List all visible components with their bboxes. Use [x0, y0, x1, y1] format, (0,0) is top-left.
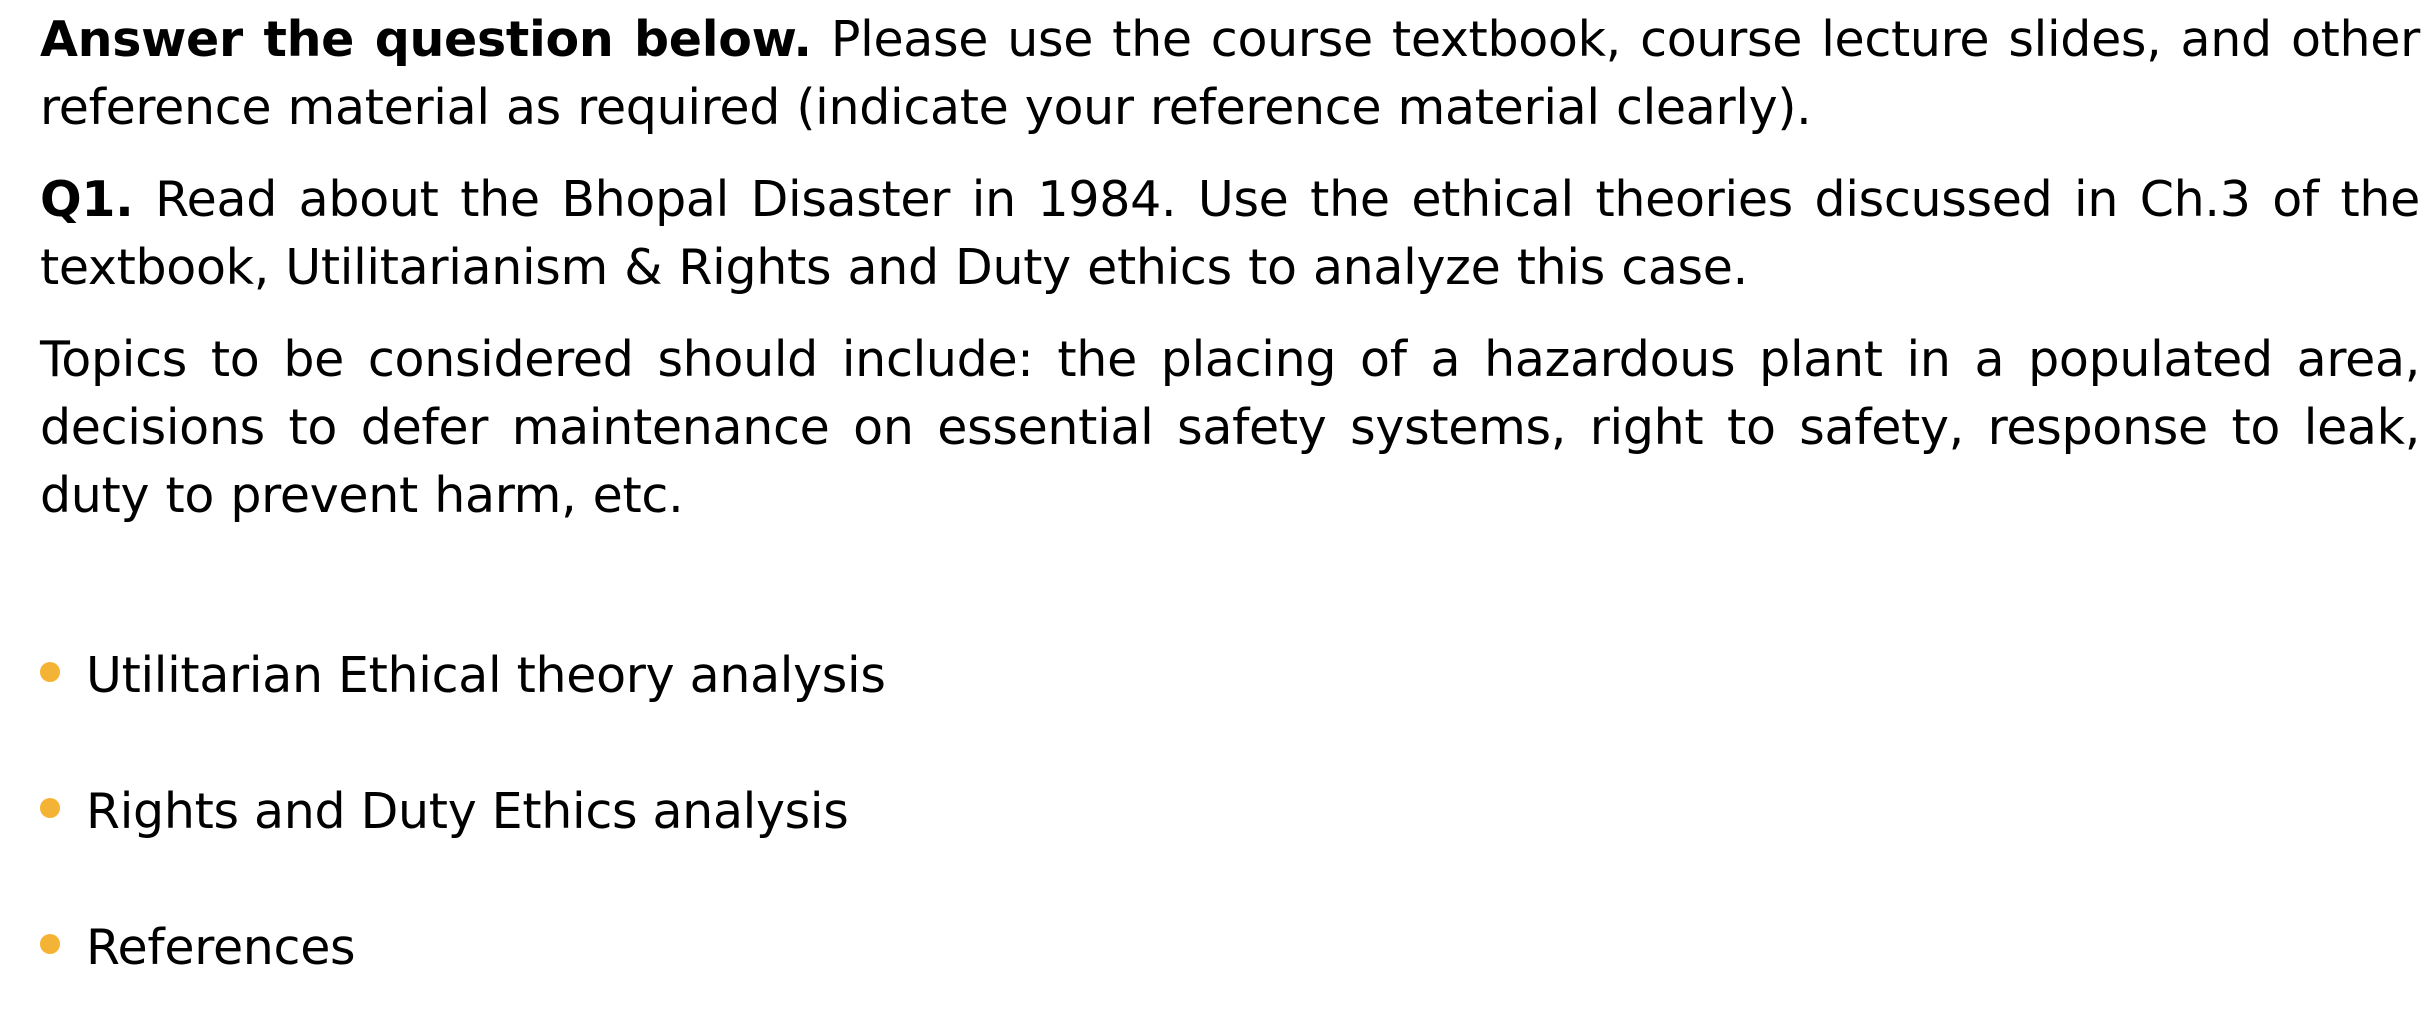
- bullet-label: Utilitarian Ethical theory analysis: [86, 647, 886, 704]
- list-item: [40, 778, 2420, 846]
- bullet-label: Rights and Duty Ethics analysis: [86, 783, 849, 840]
- instruction-text: Please use the course textbook, course lecture slides, and other reference material as required (indicate your reference material clearly).: [40, 11, 2420, 136]
- instruction-lead: Answer the question below.: [40, 11, 812, 68]
- list-item: [40, 642, 2420, 710]
- question-text: Read about the Bhopal Disaster in 1984. Use the ethical theories discussed in Ch.3 of the textbook, Utilitarianism & Rights and Duty ethics to analyze this case.: [40, 171, 2420, 296]
- list-item: [40, 914, 2420, 982]
- bullet-dot-icon: [40, 798, 60, 818]
- topics-paragraph: Topics to be considered should include: the placing of a hazardous plant in a populated area, decisions to defer maintenance on essential safety systems, right to safety, response to leak, duty to prevent harm, etc.: [40, 331, 2420, 524]
- instruction-paragraph: [40, 6, 2420, 142]
- bullet-label: References: [86, 919, 356, 976]
- question-paragraph: [40, 166, 2420, 302]
- bullet-dot-icon: [40, 662, 60, 682]
- bullet-dot-icon: [40, 934, 60, 954]
- question-label: Q1.: [40, 171, 134, 228]
- bullet-list: [40, 642, 2420, 982]
- document-page: [40, 6, 2420, 982]
